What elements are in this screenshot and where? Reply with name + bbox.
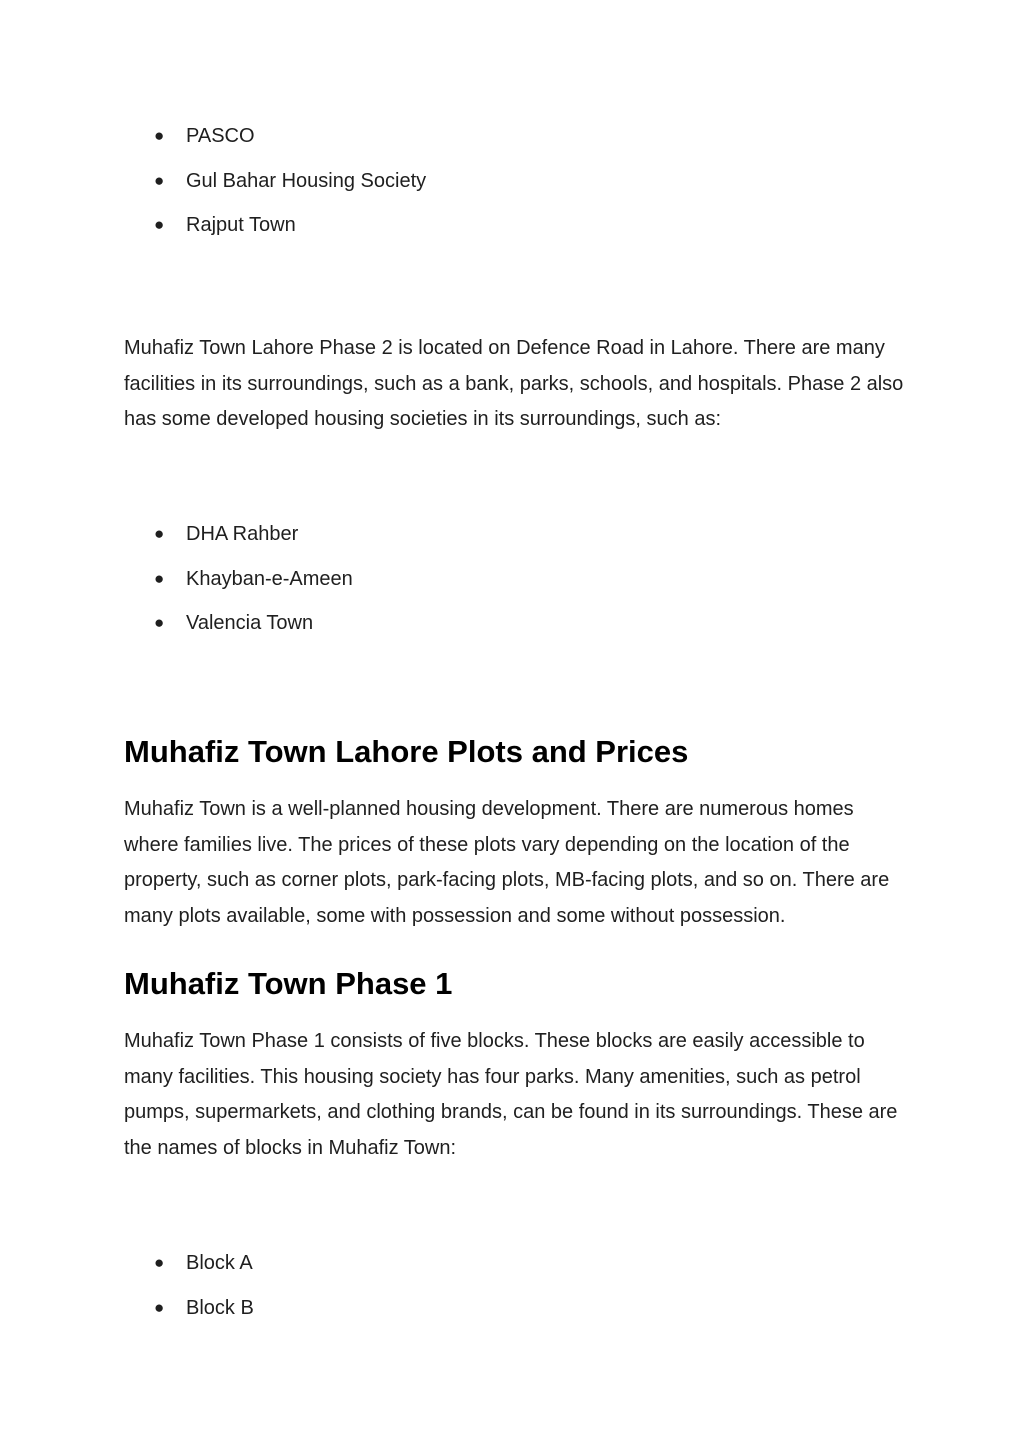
bullet-icon: ● — [154, 170, 165, 190]
bullet-icon: ● — [154, 613, 165, 632]
plots-paragraph: Muhafiz Town is a well-planned housing development. There are numerous homes where families live. The prices of these plots vary depending on the location of the property, such as corner plots, park-facing plots, MB-facing plots, and so on. There are many plots available, some with possession and some without possession. — [124, 798, 890, 927]
list-item-text: Block B — [186, 1296, 254, 1319]
bullet-icon: ● — [154, 1253, 165, 1272]
bullet-icon: ● — [154, 126, 165, 145]
bullet-icon: ● — [154, 1297, 165, 1317]
phase1-heading: Muhafiz Town Phase 1 — [124, 966, 453, 1001]
list-item-text: Rajput Town — [186, 214, 296, 236]
list-item-text: Khayban-e-Ameen — [186, 567, 353, 590]
phase1-paragraph: Muhafiz Town Phase 1 consists of five blocks. These blocks are easily accessible to many facilities. This housing society has four parks. Many amenities, such as petrol pumps, supermarkets, and clothing brands, can be found in its surroundings. These are the names of blocks in Muhafiz Town: — [124, 1030, 898, 1159]
phase2-paragraph: Muhafiz Town Lahore Phase 2 is located on Defence Road in Lahore. There are many facilities in its surroundings, such as a bank, parks, schools, and hospitals. Phase 2 also has some developed housing societies in its surroundings, such as: — [124, 337, 904, 430]
list-item-text: Block A — [186, 1252, 253, 1274]
list-item-text: Valencia Town — [186, 612, 314, 634]
bullet-icon: ● — [154, 568, 165, 588]
bullet-icon: ● — [154, 215, 165, 234]
list-item-text: PASCO — [186, 125, 255, 147]
plots-prices-heading: Muhafiz Town Lahore Plots and Prices — [124, 734, 689, 769]
list-item-text: Gul Bahar Housing Society — [186, 169, 427, 192]
list-item-text: DHA Rahber — [186, 523, 299, 545]
bullet-icon: ● — [154, 524, 165, 543]
